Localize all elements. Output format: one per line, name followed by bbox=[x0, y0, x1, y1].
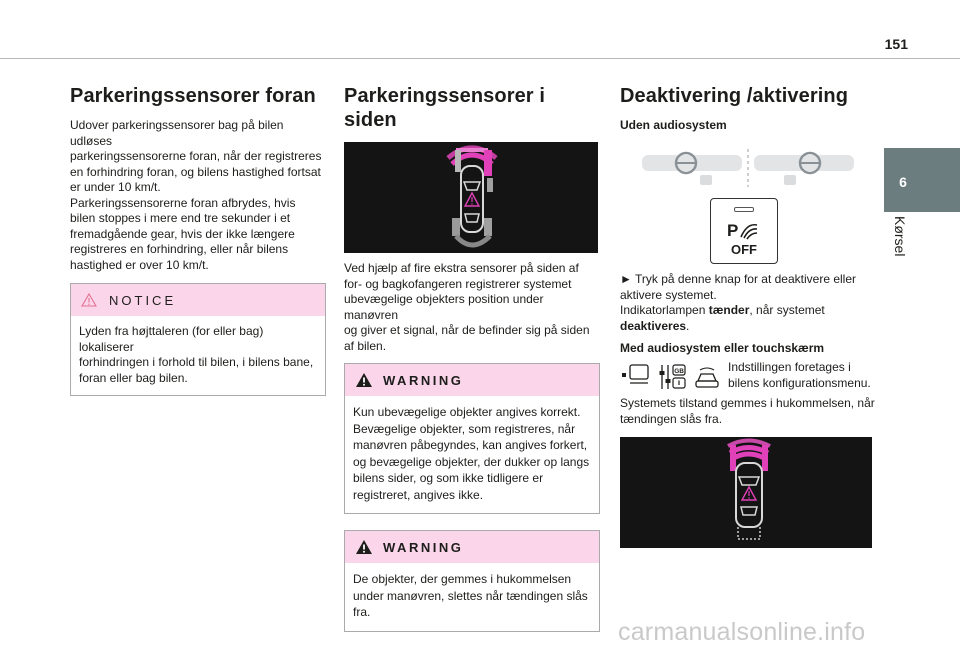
car-sensor-diagram-icon bbox=[344, 142, 598, 253]
chapter-number: 6 bbox=[899, 174, 907, 190]
warning-box-2 bbox=[344, 530, 600, 632]
parking-sensor-icon bbox=[727, 219, 763, 241]
column-front-sensors bbox=[70, 84, 326, 396]
warning-header-2 bbox=[345, 531, 599, 563]
front-sensors-heading: Parkeringssensorer foran bbox=[70, 85, 316, 107]
warning-box-1 bbox=[344, 363, 600, 514]
no-audio-subheading: Uden audiosystem bbox=[620, 118, 727, 132]
notice-label: NOTICE bbox=[109, 292, 177, 308]
settings-menu-icons bbox=[620, 363, 724, 393]
front-sensors-body: Udover parkeringssensorer bag på bilen udløses parkeringssensorerne foran, når der registreres en forhindring foran, og bilens hastighed fortsat er under 10 km/t. Parkeringssensorerne foran afbrydes, hvis bilen stoppes i mere end tre sekunder i et fremadgående gear, hvis der ikke længere registreres en forhindring, eller når bilens hastighed er over 10 km/t. bbox=[70, 118, 322, 272]
side-sensors-image bbox=[344, 142, 598, 253]
watermark: carmanualsonline.info bbox=[618, 618, 866, 646]
touch-settings-text: Indstillingen foretages i bilens konfigurationsmenu. bbox=[728, 360, 871, 390]
deactivation-heading: Deaktivering /aktivering bbox=[620, 85, 849, 107]
warning-header-1 bbox=[345, 364, 599, 396]
chapter-title-text: Kørsel bbox=[892, 216, 908, 257]
park-sensor-off-button[interactable] bbox=[710, 198, 778, 264]
warning-label-2: WARNING bbox=[383, 539, 464, 555]
warning-triangle-icon bbox=[355, 372, 373, 388]
warning-label-1: WARNING bbox=[383, 372, 464, 388]
notice-header bbox=[71, 284, 325, 316]
dashboard-steering-icon bbox=[620, 147, 876, 193]
column-deactivation bbox=[620, 84, 876, 548]
page-number: 151 bbox=[884, 36, 908, 52]
warning-text-2: De objekter, der gemmes i hukommelsen under manøvren, slettes når tændingen slås fra. bbox=[353, 572, 588, 619]
notice-box bbox=[70, 283, 326, 396]
audio-subheading: Med audiosystem eller touchskærm bbox=[620, 341, 825, 355]
notice-triangle-icon bbox=[81, 293, 97, 307]
off-label: OFF bbox=[731, 242, 757, 257]
header-divider bbox=[0, 58, 960, 59]
chapter-title bbox=[886, 216, 916, 276]
svg-text:P: P bbox=[727, 221, 739, 240]
memory-text: Systemets tilstand gemmes i hukommelsen, når tændingen slås fra. bbox=[620, 396, 875, 426]
warning-text-1: Kun ubevægelige objekter angives korrekt. Bevægelige objekter, som registreres, når manøvren påbegyndes, kan angives forkert, og bevægelige objekter, der dukker op langs bilens sider, og som ikke tidligere er registreret, angives ikke. bbox=[353, 405, 590, 502]
warning-triangle-icon bbox=[355, 539, 373, 555]
car-front-sensor-diagram-icon bbox=[620, 437, 872, 548]
touch-settings-row bbox=[620, 362, 876, 394]
gb-badge-text: GB bbox=[674, 368, 684, 375]
off-instruction: ► Tryk på denne knap for at deaktivere eller aktivere systemet. Indikatorlampen tænder, når systemet deaktiveres. bbox=[620, 272, 857, 333]
notice-text: Lyden fra højttaleren (for eller bag) lokaliserer forhindringen i forhold til bilen, i bilens bane, foran eller bag bilen. bbox=[79, 324, 314, 385]
side-sensors-body: Ved hjælp af fire ekstra sensorer på siden af for- og bagkofangeren registrerer systemet ubevægelige objekters position under manøvren og giver et signal, når de befinder sig på siden af bilen. bbox=[344, 261, 590, 353]
column-side-sensors bbox=[344, 84, 600, 632]
front-sensors-image bbox=[620, 437, 872, 548]
side-sensors-heading: Parkeringssensorer i siden bbox=[344, 85, 545, 131]
